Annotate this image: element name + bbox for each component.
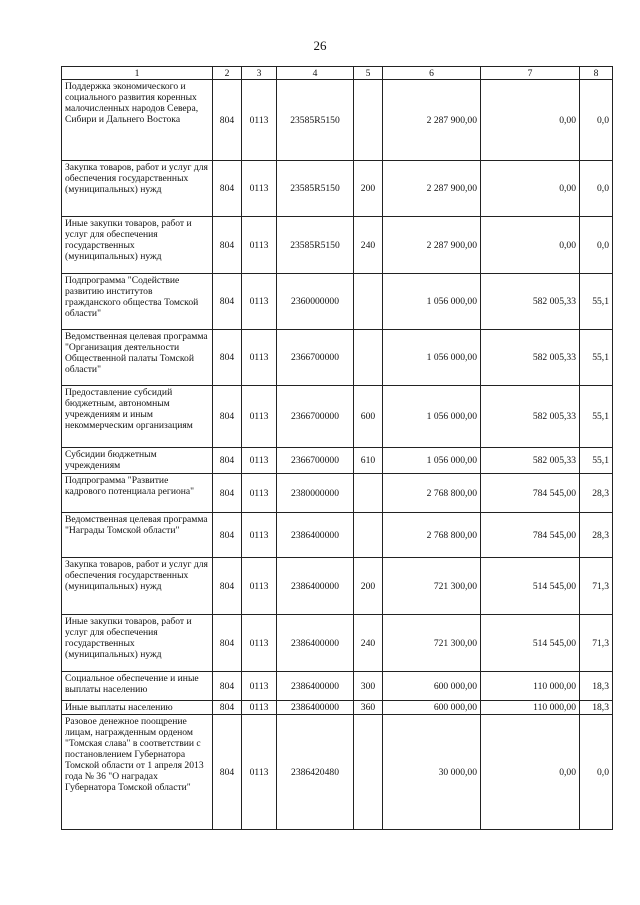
expense-type-cell: 200	[354, 558, 383, 615]
item-name-cell: Предоставление субсидий бюджетным, автономным учреждениям и иным некоммерческим организациям	[62, 386, 213, 448]
dept-code-cell: 804	[213, 701, 242, 715]
section-code-cell: 0113	[242, 701, 277, 715]
page-number: 26	[313, 38, 327, 53]
percent-cell: 71,3	[580, 558, 613, 615]
dept-code-cell: 804	[213, 448, 242, 474]
dept-code-cell: 804	[213, 715, 242, 830]
table-row	[62, 274, 613, 330]
expense-type-cell	[354, 715, 383, 830]
section-code-cell: 0113	[242, 672, 277, 701]
table-row	[62, 448, 613, 474]
expense-type-cell	[354, 80, 383, 161]
target-code-cell: 23585R5150	[277, 217, 354, 274]
section-code-cell: 0113	[242, 386, 277, 448]
section-code-cell: 0113	[242, 513, 277, 558]
item-name-cell: Подпрограмма "Развитие кадрового потенциала региона"	[62, 474, 213, 513]
percent-cell: 18,3	[580, 672, 613, 701]
table-row	[62, 558, 613, 615]
section-code-cell: 0113	[242, 448, 277, 474]
percent-cell: 55,1	[580, 274, 613, 330]
item-name-cell: Ведомственная целевая программа "Организация деятельности Общественной палаты Томской области"	[62, 330, 213, 386]
dept-code-cell: 804	[213, 274, 242, 330]
expense-type-cell	[354, 474, 383, 513]
dept-code-cell: 804	[213, 217, 242, 274]
section-code-cell: 0113	[242, 715, 277, 830]
expense-type-cell	[354, 513, 383, 558]
section-code-cell: 0113	[242, 274, 277, 330]
executed-amount-cell: 0,00	[481, 161, 580, 217]
planned-amount-cell: 2 768 800,00	[383, 474, 481, 513]
table-row	[62, 701, 613, 715]
item-name-cell: Иные выплаты населению	[62, 701, 213, 715]
target-code-cell: 2386400000	[277, 701, 354, 715]
target-code-cell: 2380000000	[277, 474, 354, 513]
target-code-cell: 2386400000	[277, 513, 354, 558]
table-row	[62, 161, 613, 217]
planned-amount-cell: 600 000,00	[383, 672, 481, 701]
item-name-cell: Подпрограмма "Содействие развитию институтов гражданского общества Томской области"	[62, 274, 213, 330]
percent-cell: 0,0	[580, 161, 613, 217]
expense-type-cell: 200	[354, 161, 383, 217]
percent-cell: 28,3	[580, 474, 613, 513]
percent-cell: 55,1	[580, 330, 613, 386]
planned-amount-cell: 1 056 000,00	[383, 274, 481, 330]
planned-amount-cell: 1 056 000,00	[383, 386, 481, 448]
section-code-cell: 0113	[242, 615, 277, 672]
dept-code-cell: 804	[213, 672, 242, 701]
target-code-cell: 2386400000	[277, 558, 354, 615]
executed-amount-cell: 514 545,00	[481, 558, 580, 615]
planned-amount-cell: 30 000,00	[383, 715, 481, 830]
expense-type-cell	[354, 274, 383, 330]
table-row	[62, 80, 613, 161]
table-row	[62, 217, 613, 274]
target-code-cell: 23585R5150	[277, 161, 354, 217]
expense-type-cell: 300	[354, 672, 383, 701]
executed-amount-cell: 582 005,33	[481, 386, 580, 448]
section-code-cell: 0113	[242, 558, 277, 615]
planned-amount-cell: 2 768 800,00	[383, 513, 481, 558]
executed-amount-cell: 784 545,00	[481, 513, 580, 558]
executed-amount-cell: 0,00	[481, 217, 580, 274]
percent-cell: 0,0	[580, 217, 613, 274]
planned-amount-cell: 1 056 000,00	[383, 330, 481, 386]
expense-type-cell: 600	[354, 386, 383, 448]
target-code-cell: 2366700000	[277, 386, 354, 448]
table-row	[62, 513, 613, 558]
item-name-cell: Субсидии бюджетным учреждениям	[62, 448, 213, 474]
dept-code-cell: 804	[213, 474, 242, 513]
column-header: 6	[383, 67, 481, 80]
dept-code-cell: 804	[213, 386, 242, 448]
planned-amount-cell: 721 300,00	[383, 558, 481, 615]
executed-amount-cell: 582 005,33	[481, 274, 580, 330]
target-code-cell: 2386400000	[277, 672, 354, 701]
item-name-cell: Социальное обеспечение и иные выплаты населению	[62, 672, 213, 701]
percent-cell: 18,3	[580, 701, 613, 715]
section-code-cell: 0113	[242, 217, 277, 274]
percent-cell: 0,0	[580, 715, 613, 830]
expense-type-cell: 610	[354, 448, 383, 474]
executed-amount-cell: 110 000,00	[481, 701, 580, 715]
item-name-cell: Ведомственная целевая программа "Награды Томской области"	[62, 513, 213, 558]
target-code-cell: 2360000000	[277, 274, 354, 330]
table-row	[62, 386, 613, 448]
executed-amount-cell: 582 005,33	[481, 448, 580, 474]
dept-code-cell: 804	[213, 80, 242, 161]
planned-amount-cell: 600 000,00	[383, 701, 481, 715]
column-header: 2	[213, 67, 242, 80]
item-name-cell: Разовое денежное поощрение лицам, награжденным орденом "Томская слава" в соответствии с постановлением Губернатора Томской области от 1 апреля 2013 года № 36 "О наградах Губернатора Томской области"	[62, 715, 213, 830]
table-row	[62, 474, 613, 513]
section-code-cell: 0113	[242, 80, 277, 161]
planned-amount-cell: 2 287 900,00	[383, 161, 481, 217]
target-code-cell: 23585R5150	[277, 80, 354, 161]
item-name-cell: Иные закупки товаров, работ и услуг для обеспечения государственных (муниципальных) нужд	[62, 615, 213, 672]
expense-type-cell: 360	[354, 701, 383, 715]
executed-amount-cell: 110 000,00	[481, 672, 580, 701]
percent-cell: 28,3	[580, 513, 613, 558]
section-code-cell: 0113	[242, 161, 277, 217]
column-header: 3	[242, 67, 277, 80]
target-code-cell: 2366700000	[277, 448, 354, 474]
executed-amount-cell: 514 545,00	[481, 615, 580, 672]
dept-code-cell: 804	[213, 615, 242, 672]
planned-amount-cell: 2 287 900,00	[383, 217, 481, 274]
percent-cell: 55,1	[580, 448, 613, 474]
section-code-cell: 0113	[242, 330, 277, 386]
item-name-cell: Иные закупки товаров, работ и услуг для обеспечения государственных (муниципальных) нужд	[62, 217, 213, 274]
planned-amount-cell: 721 300,00	[383, 615, 481, 672]
column-header: 8	[580, 67, 613, 80]
executed-amount-cell: 0,00	[481, 80, 580, 161]
item-name-cell: Закупка товаров, работ и услуг для обеспечения государственных (муниципальных) нужд	[62, 161, 213, 217]
target-code-cell: 2366700000	[277, 330, 354, 386]
planned-amount-cell: 2 287 900,00	[383, 80, 481, 161]
column-header: 4	[277, 67, 354, 80]
executed-amount-cell: 582 005,33	[481, 330, 580, 386]
column-number-row	[62, 67, 613, 80]
executed-amount-cell: 784 545,00	[481, 474, 580, 513]
table-row	[62, 672, 613, 701]
table-row	[62, 715, 613, 830]
column-header: 5	[354, 67, 383, 80]
dept-code-cell: 804	[213, 513, 242, 558]
expense-type-cell	[354, 330, 383, 386]
dept-code-cell: 804	[213, 330, 242, 386]
dept-code-cell: 804	[213, 558, 242, 615]
section-code-cell: 0113	[242, 474, 277, 513]
target-code-cell: 2386420480	[277, 715, 354, 830]
planned-amount-cell: 1 056 000,00	[383, 448, 481, 474]
percent-cell: 71,3	[580, 615, 613, 672]
column-header: 7	[481, 67, 580, 80]
percent-cell: 0,0	[580, 80, 613, 161]
table-row	[62, 615, 613, 672]
column-header: 1	[62, 67, 213, 80]
target-code-cell: 2386400000	[277, 615, 354, 672]
expense-type-cell: 240	[354, 615, 383, 672]
budget-table	[61, 66, 613, 830]
percent-cell: 55,1	[580, 386, 613, 448]
executed-amount-cell: 0,00	[481, 715, 580, 830]
item-name-cell: Закупка товаров, работ и услуг для обеспечения государственных (муниципальных) нужд	[62, 558, 213, 615]
item-name-cell: Поддержка экономического и социального развития коренных малочисленных народов Севера, Сибири и Дальнего Востока	[62, 80, 213, 161]
table-row	[62, 330, 613, 386]
expense-type-cell: 240	[354, 217, 383, 274]
dept-code-cell: 804	[213, 161, 242, 217]
